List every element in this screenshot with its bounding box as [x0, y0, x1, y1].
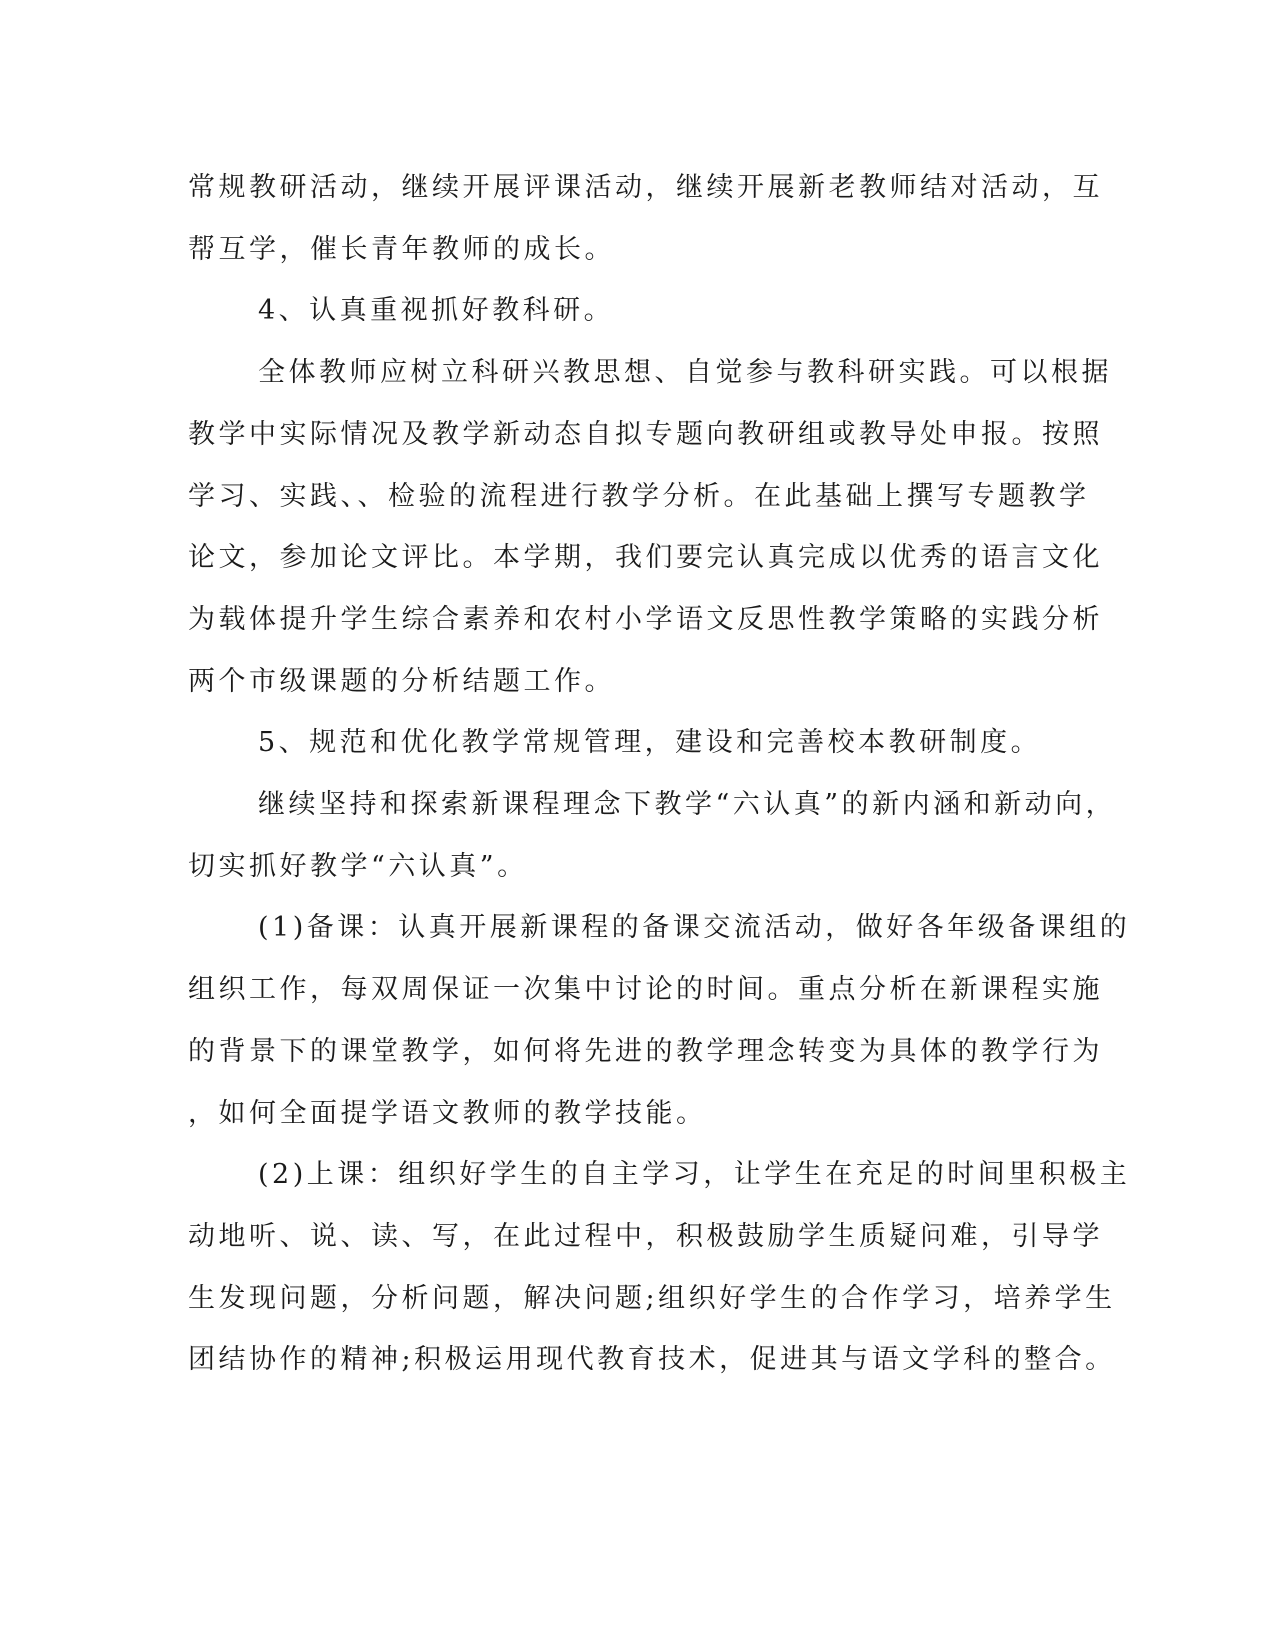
text-line: 为载体提升学生综合素养和农村小学语文反思性教学策略的实践分析	[188, 603, 1103, 635]
paragraph-teaching	[188, 1144, 1131, 1391]
heading-item-5	[188, 712, 1068, 774]
text-line: (1)备课：认真开展新课程的备课交流活动，做好各年级备课组的	[258, 912, 1131, 944]
text-line: 组织工作，每双周保证一次集中讨论的时间。重点分析在新课程实施	[188, 974, 1103, 1006]
text-line: (2)上课：组织好学生的自主学习，让学生在充足的时间里积极主	[258, 1159, 1131, 1191]
text-line: 常规教研活动，继续开展评课活动，继续开展新老教师结对活动，互	[188, 172, 1103, 203]
text-line: 团结协作的精神;积极运用现代教育技术，促进其与语文学科的整合。	[188, 1344, 1116, 1376]
text-line: 两个市级课题的分析结题工作。	[188, 665, 615, 697]
text-line: 论文，参加论文评比。本学期，我们要完认真完成以优秀的语言文化	[188, 542, 1103, 574]
document-body	[188, 157, 1131, 1391]
text-line: 的背景下的课堂教学，如何将先进的教学理念转变为具体的教学行为	[188, 1035, 1103, 1067]
text-line: 学习、实践、、检验的流程进行教学分析。在此基础上撰写专题教学	[188, 480, 1090, 512]
paragraph-peer-mentoring	[188, 157, 1103, 280]
text-line: ，如何全面提学语文教师的教学技能。	[188, 1097, 707, 1129]
text-line: 帮互学，催长青年教师的成长。	[188, 233, 615, 265]
heading-item-4	[188, 280, 1068, 342]
text-line: 继续坚持和探索新课程理念下教学“六认真”的新内涵和新动向，	[258, 789, 1117, 821]
text-line: 动地听、说、读、写，在此过程中，积极鼓励学生质疑问难，引导学	[188, 1220, 1103, 1252]
text-line: 切实抓好教学“六认真”。	[188, 850, 528, 882]
text-line: 4、认真重视抓好教科研。	[258, 295, 615, 327]
paragraph-six-diligence	[188, 774, 1117, 897]
paragraph-lesson-prep	[188, 897, 1131, 1144]
paragraph-research	[188, 342, 1112, 712]
text-line: 5、规范和优化教学常规管理，建设和完善校本教研制度。	[258, 727, 1042, 759]
text-line: 生发现问题，分析问题，解决问题;组织好学生的合作学习，培养学生	[188, 1282, 1116, 1314]
text-line: 全体教师应树立科研兴教思想、自觉参与教科研实践。可以根据	[258, 357, 1112, 389]
text-line: 教学中实际情况及教学新动态自拟专题向教研组或教导处申报。按照	[188, 418, 1103, 450]
